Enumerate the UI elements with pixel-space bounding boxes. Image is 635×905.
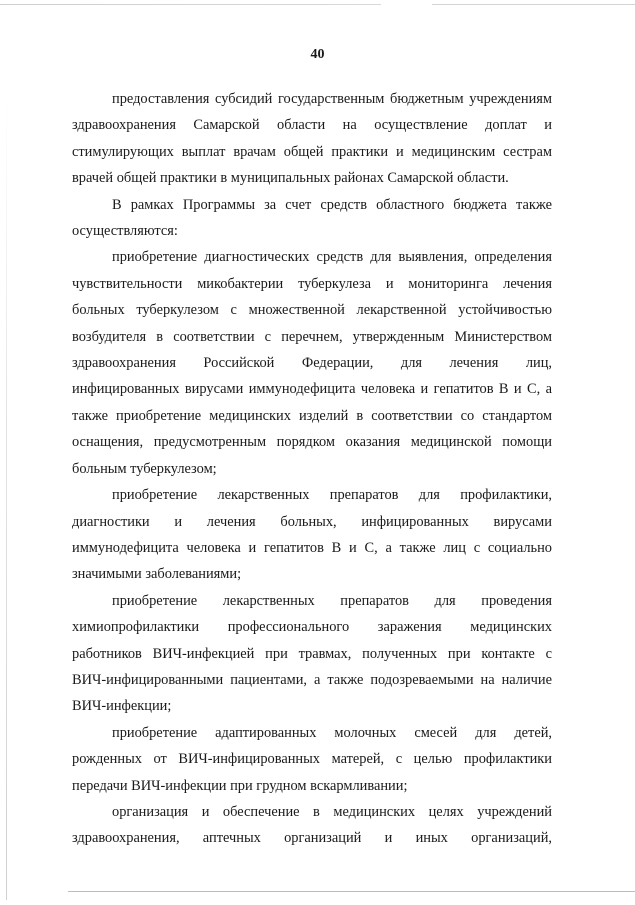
- text-line: приобретение лекарственных препаратов для проведения: [112, 592, 552, 609]
- text-line: инфицированных вирусами иммунодефицита человека и гепатитов В и С, а: [72, 381, 552, 398]
- text-line: химиопрофилактики профессионального заражения медицинских: [72, 619, 552, 636]
- page-number: 40: [310, 47, 325, 62]
- text-line: также приобретение медицинских изделий в соответствии со стандартом: [72, 407, 552, 424]
- text-line: чувствительности микобактерии туберкулеза и мониторинга лечения: [72, 275, 552, 292]
- text-line: больным туберкулезом;: [72, 460, 217, 477]
- scan-edge-bottom: [68, 891, 635, 892]
- text-line: диагностики и лечения больных, инфицированных вирусами: [72, 513, 552, 530]
- scan-edge-top: [0, 4, 635, 5]
- text-line: врачей общей практики в муниципальных районах Самарской области.: [72, 170, 509, 187]
- text-line: работников ВИЧ-инфекцией при травмах, полученных при контакте с: [72, 645, 552, 662]
- text-line: ВИЧ-инфекции;: [72, 698, 172, 715]
- text-line: здравоохранения Самарской области на осуществление доплат и: [72, 117, 552, 134]
- scan-edge-left: [6, 100, 7, 900]
- text-line: значимыми заболеваниями;: [72, 566, 242, 583]
- document-body: [72, 86, 552, 852]
- text-line: В рамках Программы за счет средств областного бюджета также: [112, 196, 552, 213]
- text-line: передачи ВИЧ-инфекции при грудном вскармливании;: [72, 777, 408, 794]
- text-line: иммунодефицита человека и гепатитов В и С, а также лиц с социально: [72, 539, 552, 556]
- text-line: возбудителя в соответствии с перечнем, утвержденным Министерством: [72, 328, 552, 345]
- text-line: приобретение лекарственных препаратов для профилактики,: [112, 487, 552, 504]
- text-line: здравоохранения Российской Федерации, для лечения лиц,: [72, 355, 552, 372]
- text-line: рожденных от ВИЧ-инфицированных матерей, с целью профилактики: [72, 751, 552, 768]
- text-line: ВИЧ-инфицированными пациентами, а также подозреваемыми на наличие: [72, 671, 552, 688]
- text-line: больных туберкулезом с множественной лекарственной устойчивостью: [72, 302, 552, 319]
- text-line: приобретение адаптированных молочных смесей для детей,: [112, 724, 552, 741]
- text-line: предоставления субсидий государственным бюджетным учреждениям: [112, 91, 552, 107]
- body-lines: [72, 86, 552, 852]
- text-line: приобретение диагностических средств для выявления, определения: [112, 249, 552, 266]
- text-line: осуществляются:: [72, 223, 178, 240]
- text-line: оснащения, предусмотренным порядком оказания медицинской помощи: [72, 434, 552, 451]
- text-line: здравоохранения, аптечных организаций и иных организаций,: [72, 830, 552, 847]
- text-line: организация и обеспечение в медицинских целях учреждений: [112, 803, 552, 820]
- text-line: стимулирующих выплат врачам общей практики и медицинским сестрам: [72, 143, 552, 160]
